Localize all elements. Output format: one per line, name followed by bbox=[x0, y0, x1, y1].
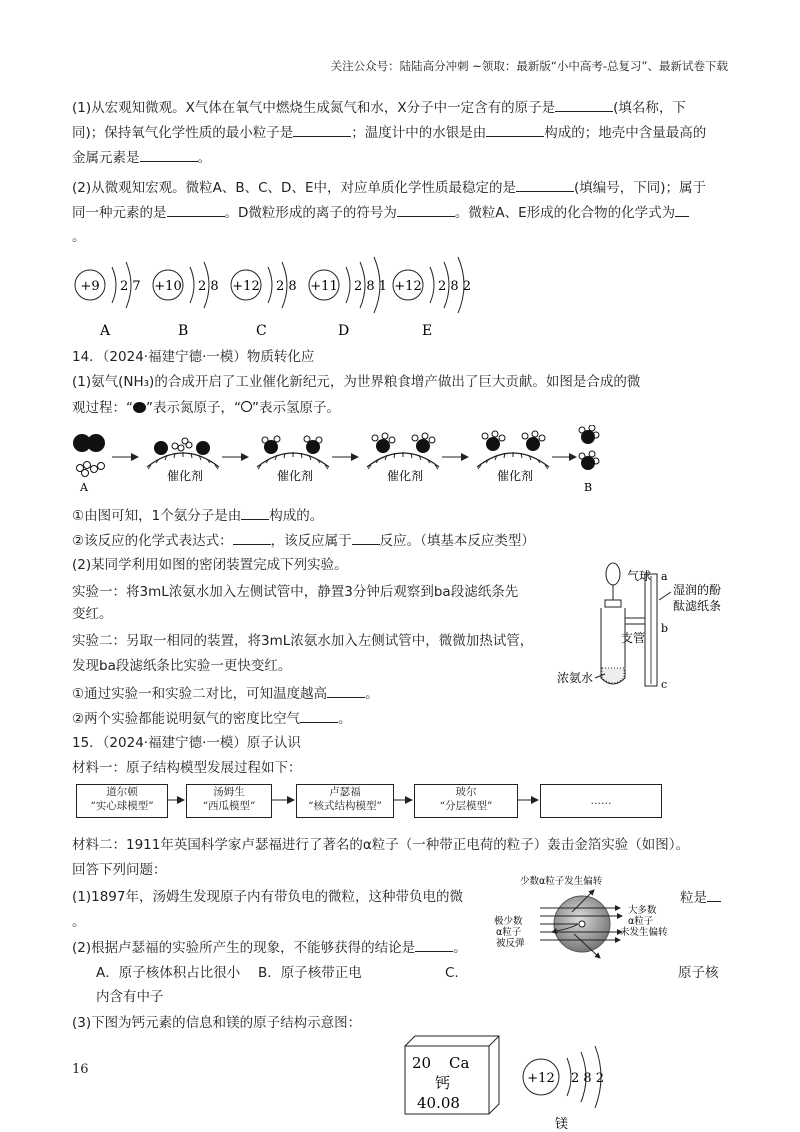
q13-p2-l1b: (填编号，下同)；属于 bbox=[573, 180, 707, 196]
magnesium-atom-diagram bbox=[515, 1040, 625, 1130]
q15-p2 bbox=[72, 937, 467, 958]
q14-c1a: ①通过实验一和实验二对比，可知温度越高 bbox=[72, 686, 328, 702]
shell-electrons: 2 8 1 bbox=[354, 279, 388, 294]
q14-exp1-l2: 变红。 bbox=[72, 606, 113, 622]
shell-electrons: 2 8 bbox=[198, 279, 219, 294]
q14-q2c: 反应。（填基本反应类型） bbox=[379, 533, 535, 549]
q14-exp1-l1: 实验一：将3mL浓氨水加入左侧试管中，静置3分钟后观察到ba段滤纸条先 bbox=[72, 584, 519, 600]
q14-q2b: ，该反应属于 bbox=[270, 533, 352, 549]
q13-p1-l2b: ；温度计中的水银是由 bbox=[351, 125, 487, 141]
q14-p1-l2a: 观过程：“ bbox=[72, 400, 133, 416]
q15-p2b: 。 bbox=[453, 940, 467, 956]
balloon-label: 气球 bbox=[627, 569, 652, 583]
label-b: B bbox=[584, 481, 593, 494]
nucleus-label: +12 bbox=[232, 279, 260, 294]
label-a: A bbox=[80, 481, 88, 494]
q14-exp2-l1: 实验二：另取一相同的装置，将3mL浓氨水加入左侧试管中，微微加热试管， bbox=[72, 633, 534, 649]
model-name: 汤姆生 bbox=[213, 786, 245, 798]
q15-p1-tail bbox=[680, 887, 721, 908]
q13-p2-l3: 。 bbox=[72, 229, 86, 245]
answer-blank bbox=[415, 937, 453, 952]
element-name: 钙 bbox=[435, 1074, 451, 1092]
shell-electrons: 2 8 2 bbox=[571, 1071, 605, 1086]
catalyst-label: 催化剂 bbox=[277, 469, 314, 483]
q15-p2a: (2)根据卢瑟福的实验所产生的现象，不能够获得的结论是 bbox=[72, 940, 416, 956]
q14-p2: (2)某同学利用如图的密闭装置完成下列实验。 bbox=[72, 557, 348, 573]
calcium-element-card bbox=[395, 1032, 505, 1122]
model-type: …… bbox=[590, 795, 612, 807]
atom-label: D bbox=[338, 323, 350, 339]
answer-blank bbox=[707, 887, 721, 902]
option-c-tail: 原子核 bbox=[678, 965, 719, 981]
q13-p2-l2c: 。微粒A、E形成的化合物的化学式为 bbox=[454, 205, 676, 221]
element-name: 镁 bbox=[555, 1117, 569, 1130]
paper-label-l2: 酞滤纸条 bbox=[673, 599, 722, 613]
nucleus-label: +12 bbox=[394, 279, 422, 294]
atomic-mass: 40.08 bbox=[417, 1094, 460, 1112]
model-type: “分层模型” bbox=[439, 800, 493, 812]
atom-label: E bbox=[422, 323, 433, 339]
catalyst-label: 催化剂 bbox=[497, 469, 534, 483]
nucleus-label: +9 bbox=[80, 279, 100, 294]
catalyst-label: 催化剂 bbox=[167, 469, 204, 483]
rare-label-l2: α粒子 bbox=[496, 927, 522, 938]
q15-p1b: 粒是 bbox=[680, 890, 707, 906]
point-c: c bbox=[661, 678, 668, 691]
q13-p1-l2c: 构成的；地壳中含量最高的 bbox=[544, 125, 707, 141]
q15-title: 15．（2024·福建宁德·一模）原子认识 bbox=[72, 735, 301, 751]
q14-q2a: ②该反应的化学式表达式： bbox=[72, 533, 233, 549]
option-c-line2: 内含有中子 bbox=[96, 989, 164, 1005]
q15-m2-l2: 回答下列问题： bbox=[72, 862, 167, 878]
q13-p2-l2b: 。D微粒形成的离子的符号为 bbox=[224, 205, 397, 221]
q14-p1-l2c: ”表示氢原子。 bbox=[252, 400, 340, 416]
element-symbol: Ca bbox=[449, 1054, 470, 1072]
option-a: A．原子核体积占比很小 bbox=[96, 965, 241, 981]
point-b: b bbox=[661, 622, 669, 635]
q14-p1-l2b: ”表示氮原子，“ bbox=[146, 400, 241, 416]
rare-label-l3: 被反弹 bbox=[496, 938, 525, 949]
nucleus-label: +11 bbox=[310, 279, 338, 294]
model-type: “西瓜模型” bbox=[202, 800, 256, 812]
shell-electrons: 2 7 bbox=[120, 279, 141, 294]
alpha-scattering-diagram bbox=[482, 872, 682, 962]
q14-exp2-l2: 发现ba段滤纸条比实验一更快变红。 bbox=[72, 658, 292, 674]
model-name: 道尔顿 bbox=[106, 786, 138, 798]
page-header: 关注公众号：陆陆高分冲刺 ~领取：最新版“小中高考-总复习”、最新试卷下载 bbox=[330, 59, 728, 73]
nucleus bbox=[579, 921, 585, 927]
q14-q1a: ①由图可知，1个氨分子是由 bbox=[72, 508, 242, 524]
catalyst-label: 催化剂 bbox=[387, 469, 424, 483]
model-name: 卢瑟福 bbox=[329, 786, 361, 798]
option-b: B．原子核带正电 bbox=[258, 965, 362, 981]
page-number: 16 bbox=[72, 1062, 89, 1077]
atom-label: C bbox=[256, 323, 267, 339]
atomic-number: 20 bbox=[412, 1054, 432, 1072]
atom-label: A bbox=[100, 323, 111, 339]
model-type: “实心球模型” bbox=[90, 800, 154, 812]
q14-p1-l1: (1)氨气(NH₃)的合成开启了工业催化新纪元，为世界粮食增产做出了巨大贡献。如图是合成的微 bbox=[72, 374, 641, 390]
few-deflected-label: 少数α粒子发生偏转 bbox=[520, 876, 603, 887]
shell-electrons: 2 8 bbox=[276, 279, 297, 294]
atom-label: B bbox=[178, 323, 189, 339]
q13-p2-l2a: 同一种元素的是 bbox=[72, 205, 167, 221]
q15-m2-l1: 材料二：1911年英国科学家卢瑟福进行了著名的α粒子（一种带正电荷的粒子）轰击金箔实验（如图）。 bbox=[72, 837, 690, 853]
q13-p1-l1a: (1)从宏观知微观。X气体在氧气中燃烧生成氮气和水，X分子中一定含有的原子是 bbox=[72, 100, 556, 116]
branch-label: 支管 bbox=[621, 631, 646, 645]
q13-p1-l1b: (填名称，下 bbox=[613, 100, 686, 116]
most-label-l1: 大多数 bbox=[628, 905, 657, 916]
rare-label-l1: 极少数 bbox=[494, 916, 523, 927]
shell-electrons: 2 8 2 bbox=[438, 279, 472, 294]
most-label-l2: α粒子 bbox=[628, 916, 654, 927]
model-type: “核式结构模型” bbox=[308, 800, 382, 812]
nucleus-label: +10 bbox=[154, 279, 182, 294]
q14-title: 14．（2024·福建宁德·一模）物质转化应 bbox=[72, 349, 315, 365]
q13-p2-l1a: (2)从微观知宏观。微粒A、B、C、D、E中，对应单质化学性质最稳定的是 bbox=[72, 180, 516, 196]
q13-p1-l3a: 金属元素是 bbox=[72, 150, 140, 166]
q15-p1a: (1)1897年，汤姆生发现原子内有带负电的微粒，这种带负电的微 bbox=[72, 889, 463, 905]
q14-q1b: 构成的。 bbox=[269, 508, 324, 524]
q14-c1b: 。 bbox=[365, 686, 379, 702]
q13-p1-l3b: 。 bbox=[197, 150, 211, 166]
model-name: 玻尔 bbox=[455, 786, 477, 798]
point-a: a bbox=[661, 570, 668, 583]
nucleus-label: +12 bbox=[527, 1071, 555, 1086]
ammonia-label: 浓氨水 bbox=[557, 671, 594, 685]
option-c: C. bbox=[445, 965, 459, 981]
q13-p1-l2a: 同)；保持氧气化学性质的最小粒子是 bbox=[72, 125, 294, 141]
q14-c2b: 。 bbox=[338, 711, 352, 727]
q15-m1: 材料一：原子结构模型发展过程如下： bbox=[72, 760, 302, 776]
q14-c2a: ②两个实验都能说明氨气的密度比空气 bbox=[72, 711, 301, 727]
paper-label-l1: 湿润的酚 bbox=[673, 583, 722, 597]
q15-p3: (3)下图为钙元素的信息和镁的原子结构示意图： bbox=[72, 1015, 362, 1031]
q15-p1c: 。 bbox=[72, 914, 86, 930]
most-label-l3: 未发生偏转 bbox=[620, 927, 668, 938]
